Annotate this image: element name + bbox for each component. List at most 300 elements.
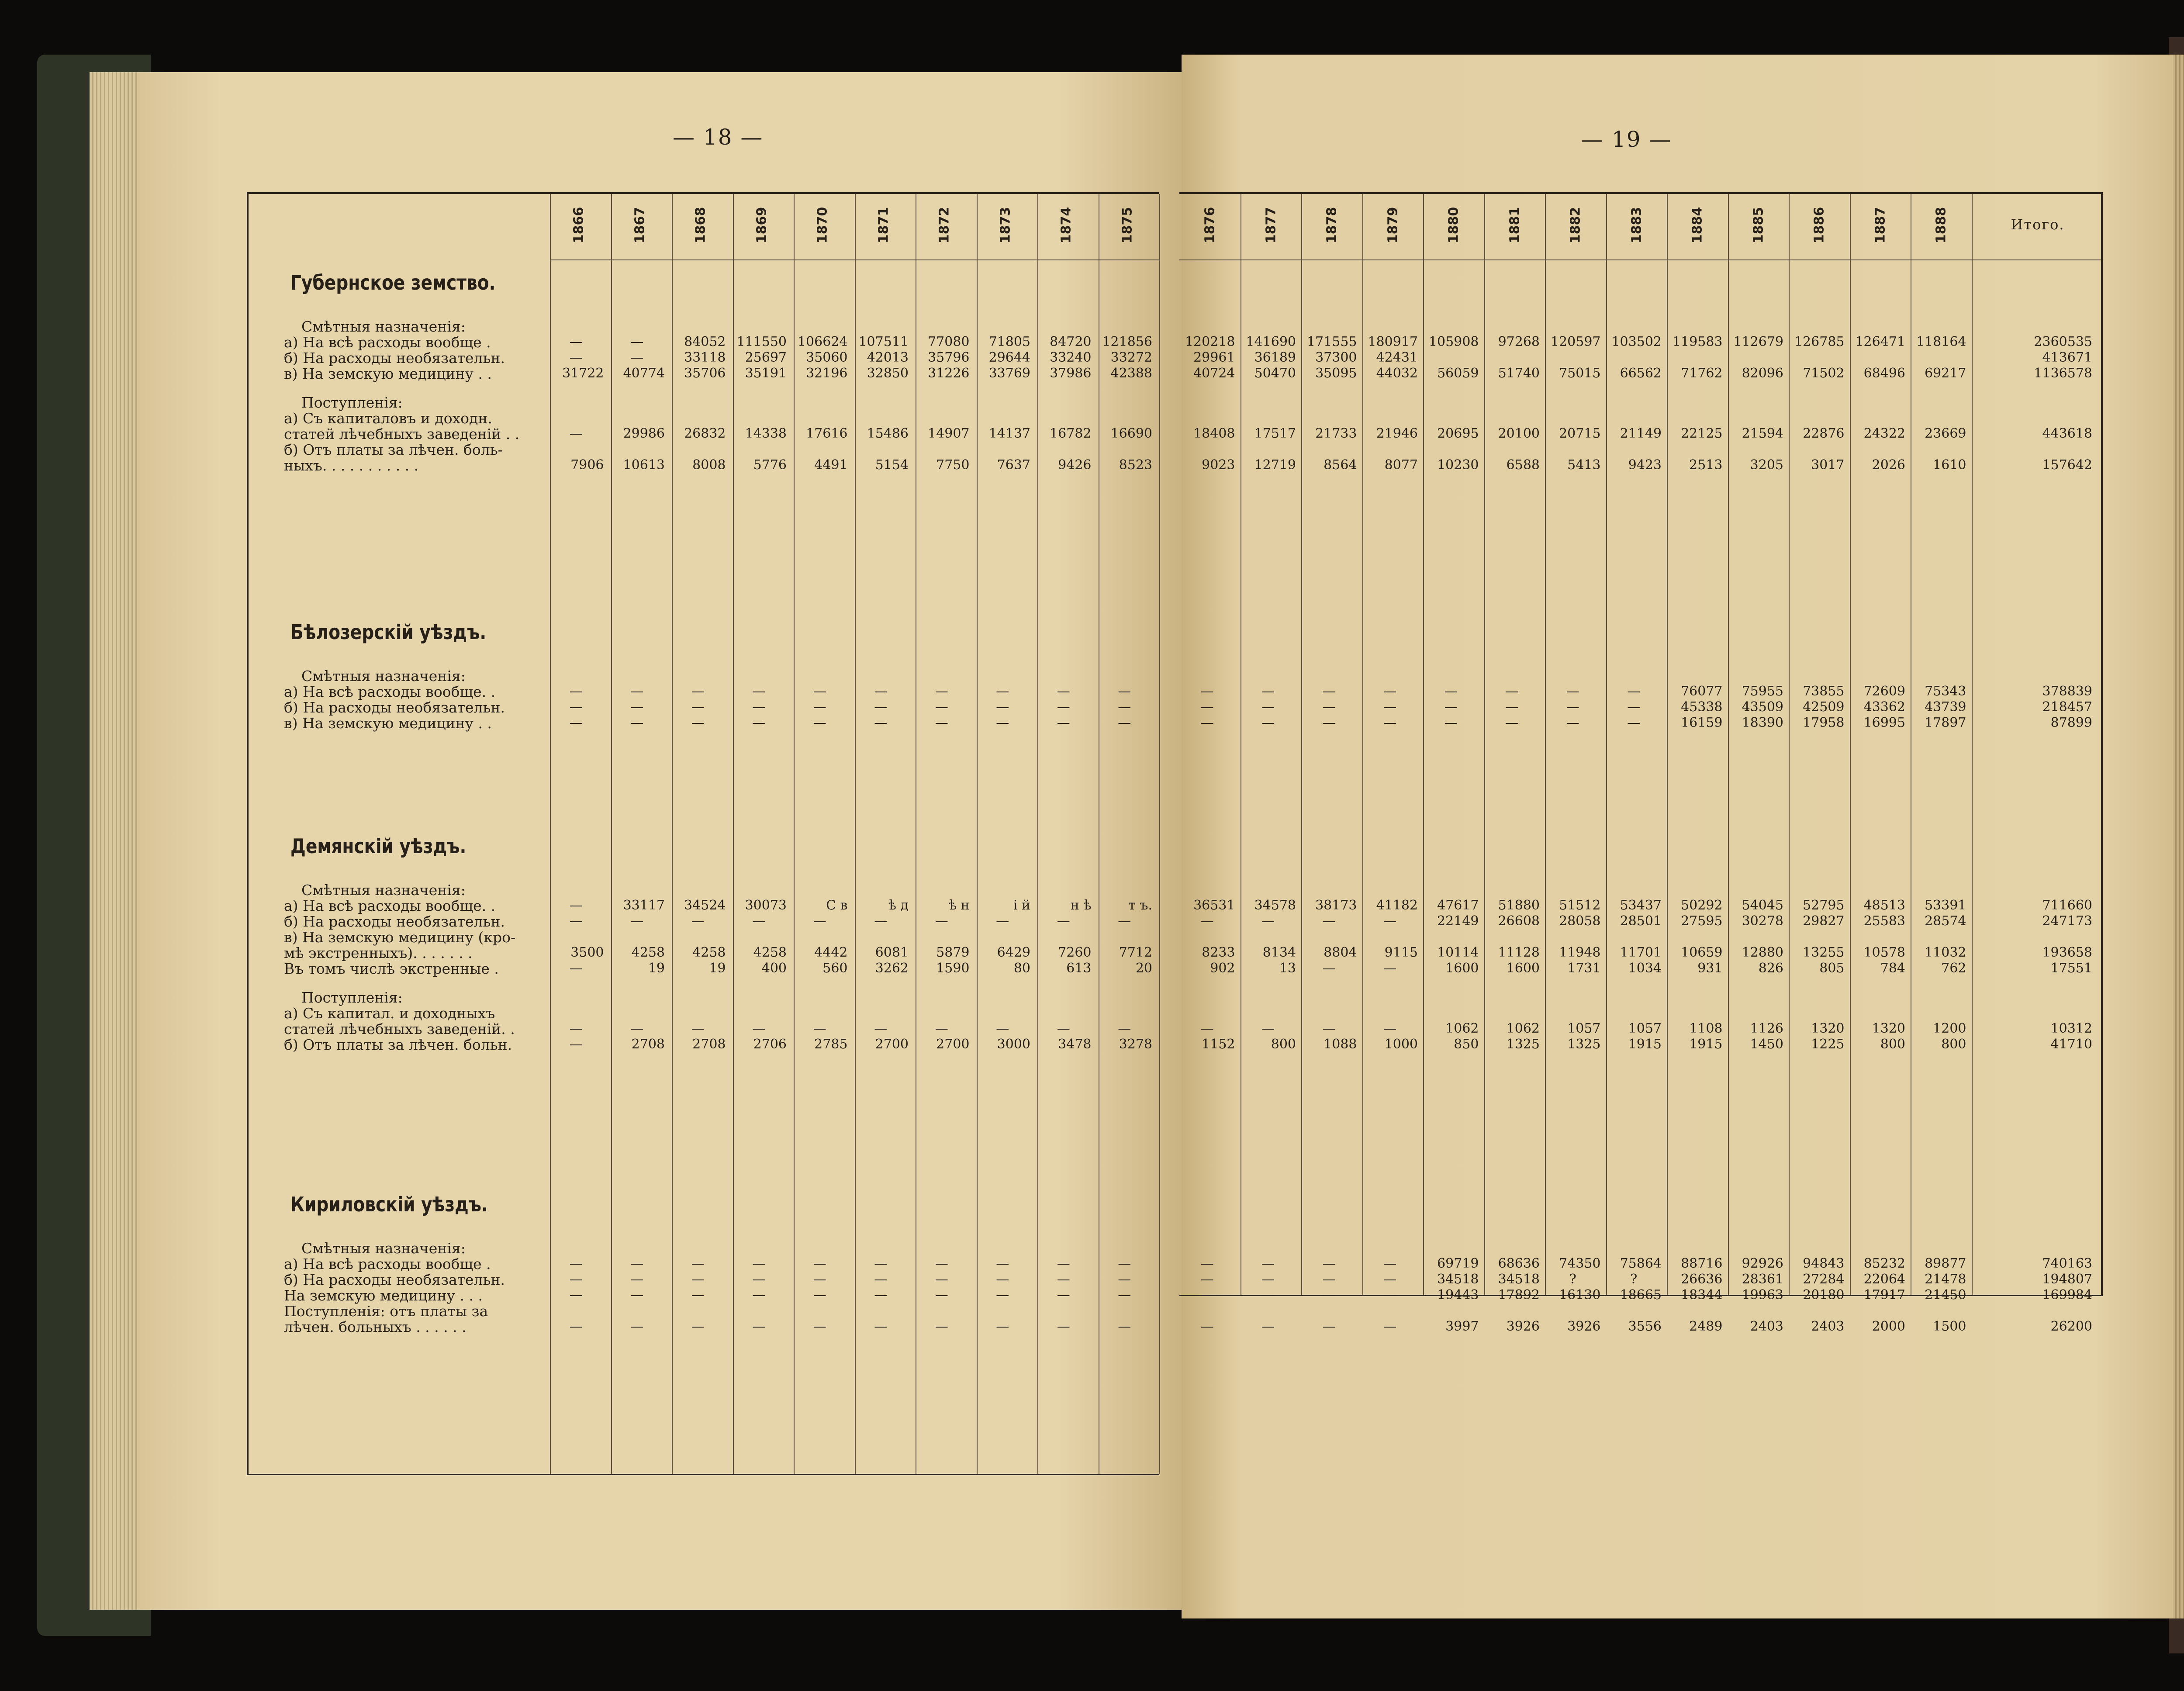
row-label: а) Съ капитал. и доходныхъ [284, 1005, 495, 1022]
value-cell: — [935, 1319, 948, 1334]
value-cell: 28574 [1925, 913, 1966, 929]
value-cell: — [752, 1256, 766, 1271]
value-cell: — [630, 684, 644, 699]
value-cell: — [935, 699, 948, 715]
value-cell: — [1383, 913, 1397, 929]
value-cell: — [691, 1256, 705, 1271]
value-cell: — [1200, 1287, 1214, 1303]
value-cell: 126785 [1794, 334, 1845, 349]
row-label: лѣчен. больныхъ . . . . . . [284, 1318, 467, 1335]
value-cell: 16995 [1863, 715, 1905, 730]
value-cell: 26636 [1681, 1272, 1723, 1287]
value-cell: — [1118, 1287, 1131, 1303]
value-cell: — [691, 1319, 705, 1334]
value-cell: 800 [1880, 1037, 1905, 1052]
value-cell: ѣ д [888, 898, 909, 913]
value-cell: — [935, 1021, 948, 1036]
column-rule [1850, 194, 1851, 1295]
value-cell: 826 [1758, 961, 1783, 976]
value-cell: 3205 [1750, 457, 1783, 473]
value-cell: — [1383, 961, 1397, 976]
value-cell: — [1322, 913, 1336, 929]
value-cell: — [813, 1287, 826, 1303]
value-cell: 19443 [1437, 1287, 1479, 1303]
value-cell: 18344 [1681, 1287, 1723, 1303]
value-cell: 400 [761, 961, 787, 976]
value-cell: 88716 [1681, 1256, 1723, 1271]
value-cell: 20695 [1437, 426, 1479, 441]
value-cell: 3000 [997, 1037, 1030, 1052]
column-rule [1728, 194, 1729, 1295]
value-cell: 29827 [1803, 913, 1845, 929]
row-label: мѣ экстренныхъ). . . . . . . [284, 944, 473, 961]
value-cell: — [1627, 684, 1641, 699]
value-cell: — [1200, 1272, 1214, 1287]
value-cell: 16782 [1050, 426, 1092, 441]
value-cell: 5154 [875, 457, 909, 473]
row-label: На земскую медицину . . . [284, 1287, 483, 1304]
value-cell: 106624 [797, 334, 848, 349]
value-cell: 126471 [1855, 334, 1905, 349]
value-cell: — [935, 715, 948, 730]
value-cell: 72609 [1863, 684, 1905, 699]
row-label: а) На всѣ расходы вообще . [284, 334, 491, 351]
section-title: Бѣлозерскій уѣздъ. [290, 620, 487, 644]
value-cell: 10659 [1681, 945, 1723, 960]
year-label: 1885 [1751, 207, 1766, 243]
year-label: 1874 [1058, 207, 1074, 243]
year-label: 1870 [815, 207, 830, 243]
value-cell: 171555 [1306, 334, 1357, 349]
value-cell: 4258 [753, 945, 787, 960]
value-cell: 1034 [1628, 961, 1662, 976]
page-number-left: — 18 — [673, 124, 764, 150]
value-cell: 43509 [1742, 699, 1783, 715]
value-cell: — [874, 913, 888, 929]
value-cell: ? [1630, 1272, 1638, 1287]
value-cell: — [569, 350, 583, 365]
value-cell: 34524 [684, 898, 726, 913]
value-cell: 21450 [1925, 1287, 1966, 1303]
value-cell: — [1383, 1021, 1397, 1036]
year-label: 1875 [1120, 207, 1135, 243]
value-cell: — [1118, 684, 1131, 699]
value-cell: 36531 [1193, 898, 1235, 913]
value-cell: 44032 [1376, 366, 1418, 381]
value-cell: 31722 [562, 366, 604, 381]
value-cell: — [569, 1319, 583, 1334]
year-label: 1866 [571, 207, 587, 243]
total-cell: 740163 [2042, 1256, 2092, 1271]
value-cell: 11701 [1620, 945, 1662, 960]
value-cell: — [935, 913, 948, 929]
value-cell: 17616 [806, 426, 848, 441]
value-cell: 17517 [1254, 426, 1296, 441]
value-cell: — [813, 1272, 826, 1287]
value-cell: — [1261, 1319, 1275, 1334]
value-cell: 613 [1066, 961, 1092, 976]
value-cell: 52795 [1803, 898, 1845, 913]
value-cell: 47617 [1437, 898, 1479, 913]
value-cell: 51740 [1498, 366, 1540, 381]
value-cell: 42013 [867, 350, 909, 365]
value-cell: — [630, 699, 644, 715]
year-label: 1871 [876, 207, 891, 243]
value-cell: 84720 [1050, 334, 1092, 349]
value-cell: — [874, 1287, 888, 1303]
value-cell: — [569, 699, 583, 715]
value-cell: 3926 [1506, 1319, 1540, 1334]
value-cell: — [1566, 684, 1579, 699]
value-cell: — [996, 715, 1009, 730]
value-cell: 4442 [814, 945, 848, 960]
value-cell: — [935, 1256, 948, 1271]
value-cell: — [569, 715, 583, 730]
year-label: 1888 [1933, 207, 1949, 243]
value-cell: 42388 [1110, 366, 1152, 381]
value-cell: 41182 [1376, 898, 1418, 913]
value-cell: — [1200, 913, 1214, 929]
row-label: статей лѣчебныхъ заведеній . . [284, 425, 520, 443]
value-cell: 30073 [745, 898, 787, 913]
value-cell: — [1322, 699, 1336, 715]
value-cell: — [1261, 715, 1275, 730]
value-cell: 69217 [1925, 366, 1966, 381]
year-header [1040, 199, 1092, 251]
value-cell: — [813, 1319, 826, 1334]
value-cell: 40774 [623, 366, 665, 381]
value-cell: 20 [1135, 961, 1152, 976]
value-cell: 5879 [936, 945, 970, 960]
value-cell: — [1261, 1272, 1275, 1287]
row-label: б) Отъ платы за лѣчен. боль- [284, 441, 503, 458]
value-cell: — [1200, 1319, 1214, 1334]
section-title: Демянскій уѣздъ. [290, 834, 467, 858]
value-cell: — [1322, 1021, 1336, 1036]
year-label: 1879 [1385, 207, 1400, 243]
value-cell: — [691, 913, 705, 929]
value-cell: 1325 [1506, 1037, 1540, 1052]
value-cell: 1126 [1750, 1021, 1783, 1036]
value-cell: — [691, 1287, 705, 1303]
value-cell: 22064 [1863, 1272, 1905, 1287]
value-cell: — [569, 334, 583, 349]
year-label: 1876 [1202, 207, 1218, 243]
value-cell: — [1200, 684, 1214, 699]
value-cell: 4258 [692, 945, 726, 960]
value-cell: 1500 [1933, 1319, 1966, 1334]
row-label: Смѣтныя назначенія: [301, 1240, 466, 1257]
value-cell: — [752, 1319, 766, 1334]
row-label: б) Отъ платы за лѣчен. больн. [284, 1036, 512, 1053]
page-number-right: — 19 — [1581, 127, 1672, 152]
value-cell: 92926 [1742, 1256, 1783, 1271]
value-cell: — [874, 699, 888, 715]
value-cell: 6588 [1506, 457, 1540, 473]
value-cell: 1915 [1689, 1037, 1723, 1052]
row-label: а) На всѣ расходы вообще. . [284, 897, 496, 914]
year-label: 1868 [693, 207, 708, 243]
value-cell: — [996, 1287, 1009, 1303]
value-cell: 6081 [875, 945, 909, 960]
value-cell: — [569, 898, 583, 913]
value-cell: 53391 [1925, 898, 1966, 913]
value-cell: 1731 [1567, 961, 1601, 976]
value-cell: 42509 [1803, 699, 1845, 715]
value-cell: 37300 [1315, 350, 1357, 365]
value-cell: 6429 [997, 945, 1030, 960]
value-cell: — [1057, 699, 1070, 715]
row-label: в) На земскую медицину . . [284, 365, 492, 382]
value-cell: н ѣ [1070, 898, 1092, 913]
value-cell: 2785 [814, 1037, 848, 1052]
value-cell: — [569, 1021, 583, 1036]
value-cell: — [1057, 913, 1070, 929]
value-cell: 13 [1279, 961, 1296, 976]
value-cell: ? [1569, 1272, 1576, 1287]
value-cell: — [569, 1037, 583, 1052]
value-cell: 71762 [1681, 366, 1723, 381]
value-cell: — [752, 684, 766, 699]
year-label: 1883 [1629, 207, 1644, 243]
value-cell: 34518 [1498, 1272, 1540, 1287]
value-cell: — [630, 913, 644, 929]
value-cell: — [1383, 1319, 1397, 1334]
value-cell: 75343 [1925, 684, 1966, 699]
value-cell: 3556 [1628, 1319, 1662, 1334]
value-cell: 2700 [875, 1037, 909, 1052]
value-cell: — [1057, 1021, 1070, 1036]
value-cell: — [996, 1272, 1009, 1287]
value-cell: — [630, 1021, 644, 1036]
row-label: а) На всѣ расходы вообще. . [284, 683, 496, 700]
value-cell: 35796 [928, 350, 970, 365]
value-cell: — [1322, 684, 1336, 699]
value-cell: 71502 [1803, 366, 1845, 381]
year-header [1489, 199, 1541, 251]
value-cell: 82096 [1742, 366, 1783, 381]
value-cell: — [569, 1272, 583, 1287]
value-cell: 560 [822, 961, 848, 976]
value-cell: 4491 [814, 457, 848, 473]
row-label: Поступленія: отъ платы за [284, 1303, 488, 1320]
value-cell: — [569, 426, 583, 441]
value-cell: — [1383, 1272, 1397, 1287]
year-header [1671, 199, 1724, 251]
year-header [674, 199, 727, 251]
value-cell: — [1118, 1021, 1131, 1036]
value-cell: 1000 [1384, 1037, 1418, 1052]
value-cell: 1325 [1567, 1037, 1601, 1052]
value-cell: — [569, 1256, 583, 1271]
year-header [857, 199, 910, 251]
value-cell: — [1444, 684, 1458, 699]
value-cell: 2489 [1689, 1319, 1723, 1334]
value-cell: 16690 [1110, 426, 1152, 441]
value-cell: 7906 [570, 457, 604, 473]
value-cell: 5776 [753, 457, 787, 473]
year-header [553, 199, 605, 251]
year-label: 1886 [1811, 207, 1827, 243]
total-cell: 17551 [2050, 961, 2092, 976]
value-cell: — [996, 699, 1009, 715]
value-cell: 23669 [1925, 426, 1966, 441]
value-cell: — [1118, 1272, 1131, 1287]
value-cell: 12719 [1254, 457, 1296, 473]
value-cell: — [1383, 1287, 1397, 1303]
value-cell: — [752, 699, 766, 715]
value-cell: 1152 [1202, 1037, 1235, 1052]
row-label: Поступленія: [301, 989, 403, 1006]
value-cell: 34578 [1254, 898, 1296, 913]
value-cell: — [752, 1287, 766, 1303]
value-cell: 19 [709, 961, 726, 976]
row-label: ныхъ. . . . . . . . . . . [284, 457, 419, 474]
value-cell: 784 [1880, 961, 1905, 976]
value-cell: 1320 [1872, 1021, 1905, 1036]
value-cell: 33117 [623, 898, 665, 913]
year-label: 1878 [1324, 207, 1340, 243]
value-cell: 2000 [1872, 1319, 1905, 1334]
value-cell: 120218 [1185, 334, 1235, 349]
value-cell: — [691, 699, 705, 715]
value-cell: — [1383, 1256, 1397, 1271]
year-header [1915, 199, 1967, 251]
value-cell: 2700 [936, 1037, 970, 1052]
value-cell: і й [1013, 898, 1030, 913]
total-cell: 443618 [2042, 426, 2092, 441]
value-cell: 21594 [1742, 426, 1783, 441]
value-cell: — [1261, 913, 1275, 929]
value-cell: 33769 [988, 366, 1030, 381]
value-cell: 89877 [1925, 1256, 1966, 1271]
value-cell: — [1057, 684, 1070, 699]
row-label: б) На расходы необязательн. [284, 349, 505, 367]
value-cell: — [630, 1319, 644, 1334]
value-cell: 31226 [928, 366, 970, 381]
value-cell: 18390 [1742, 715, 1783, 730]
value-cell: — [874, 684, 888, 699]
value-cell: 2403 [1750, 1319, 1783, 1334]
value-cell: 2026 [1872, 457, 1905, 473]
value-cell: — [1444, 715, 1458, 730]
value-cell: 3262 [875, 961, 909, 976]
value-cell: — [630, 334, 644, 349]
value-cell: 36189 [1254, 350, 1296, 365]
value-cell: — [1627, 715, 1641, 730]
value-cell: — [1322, 1319, 1336, 1334]
value-cell: 14137 [988, 426, 1030, 441]
value-cell: — [1057, 1319, 1070, 1334]
row-label: в) На земскую медицину (кро- [284, 929, 516, 946]
value-cell: — [996, 913, 1009, 929]
value-cell: — [996, 1319, 1009, 1334]
year-label: 1877 [1263, 207, 1279, 243]
value-cell: 24322 [1863, 426, 1905, 441]
value-cell: — [1261, 1256, 1275, 1271]
value-cell: 1600 [1445, 961, 1479, 976]
value-cell: — [630, 1256, 644, 1271]
value-cell: 29644 [988, 350, 1030, 365]
value-cell: — [691, 715, 705, 730]
value-cell: 3500 [570, 945, 604, 960]
value-cell: 56059 [1437, 366, 1479, 381]
value-cell: 48513 [1863, 898, 1905, 913]
value-cell: 141690 [1246, 334, 1296, 349]
header-rule [1179, 259, 2101, 260]
value-cell: 33118 [684, 350, 726, 365]
value-cell: 18408 [1193, 426, 1235, 441]
value-cell: — [813, 1256, 826, 1271]
value-cell: — [1505, 699, 1519, 715]
value-cell: 1057 [1628, 1021, 1662, 1036]
value-cell: 1590 [936, 961, 970, 976]
value-cell: 40724 [1193, 366, 1235, 381]
value-cell: 35706 [684, 366, 726, 381]
value-cell: — [935, 1287, 948, 1303]
value-cell: 1062 [1445, 1021, 1479, 1036]
value-cell: 76077 [1681, 684, 1723, 699]
row-label: б) На расходы необязательн. [284, 1271, 505, 1288]
row-label: б) На расходы необязательн. [284, 699, 505, 716]
value-cell: — [569, 684, 583, 699]
year-label: 1880 [1446, 207, 1462, 243]
value-cell: — [813, 913, 826, 929]
value-cell: — [813, 699, 826, 715]
value-cell: 22149 [1437, 913, 1479, 929]
value-cell: 75864 [1620, 1256, 1662, 1271]
column-rule [1606, 194, 1607, 1295]
row-label: в) На земскую медицину . . [284, 715, 492, 732]
value-cell: — [1200, 699, 1214, 715]
value-cell: — [569, 913, 583, 929]
value-cell: 3017 [1811, 457, 1845, 473]
value-cell: 33240 [1050, 350, 1092, 365]
value-cell: 94843 [1803, 1256, 1845, 1271]
value-cell: — [996, 1256, 1009, 1271]
value-cell: 107511 [858, 334, 909, 349]
value-cell: 8233 [1202, 945, 1235, 960]
value-cell: 29961 [1193, 350, 1235, 365]
section-title: Губернское земство. [290, 271, 496, 294]
value-cell: 37986 [1050, 366, 1092, 381]
value-cell: — [752, 715, 766, 730]
value-cell: — [1322, 1287, 1336, 1303]
column-rule [1484, 194, 1485, 1295]
value-cell: — [935, 1272, 948, 1287]
value-cell: — [752, 1272, 766, 1287]
value-cell: — [1118, 913, 1131, 929]
value-cell: 11948 [1559, 945, 1601, 960]
value-cell: 19 [648, 961, 665, 976]
value-cell: 3926 [1567, 1319, 1601, 1334]
row-label: Смѣтныя назначенія: [301, 667, 466, 685]
value-cell: 35191 [745, 366, 787, 381]
total-cell: 87899 [2050, 715, 2092, 730]
value-cell: 119583 [1672, 334, 1723, 349]
year-label: 1867 [632, 207, 647, 243]
value-cell: 8008 [692, 457, 726, 473]
value-cell: — [752, 913, 766, 929]
value-cell: 27284 [1803, 1272, 1845, 1287]
value-cell: 53437 [1620, 898, 1662, 913]
value-cell: 21946 [1376, 426, 1418, 441]
value-cell: 10613 [623, 457, 665, 473]
year-header [796, 199, 849, 251]
value-cell: 1088 [1324, 1037, 1357, 1052]
value-cell: 50470 [1254, 366, 1296, 381]
value-cell: 27595 [1681, 913, 1723, 929]
